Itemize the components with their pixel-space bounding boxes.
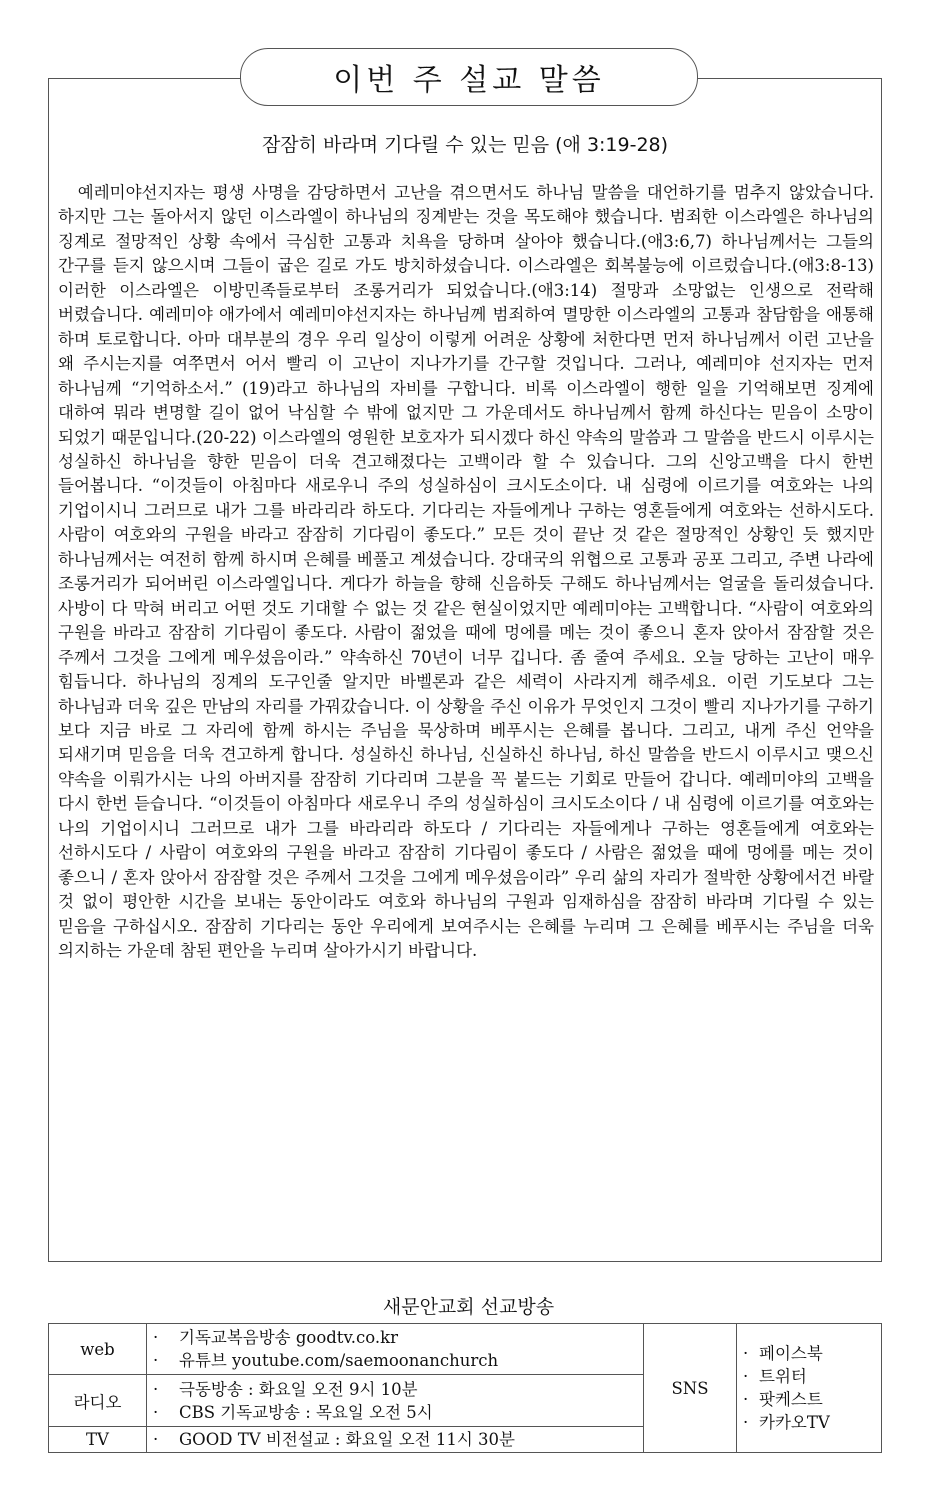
bullet-icon: ·: [743, 1344, 749, 1363]
list-item: [153, 1378, 637, 1401]
bullet-icon: ·: [153, 1429, 159, 1449]
sns-item-text: 트위터: [759, 1367, 807, 1386]
list-item-text: 유튜브 youtube.com/saemoonanchurch: [179, 1351, 499, 1371]
bullet-icon: ·: [153, 1379, 159, 1399]
list-item: [153, 1401, 637, 1424]
section-title-text: 이번 주 설교 말씀: [333, 63, 605, 98]
row-items-radio: [147, 1375, 644, 1426]
bullet-icon: ·: [153, 1351, 159, 1371]
sns-item-text: 팟케스트: [759, 1390, 823, 1409]
list-item-text: 기독교복음방송 goodtv.co.kr: [179, 1328, 399, 1348]
sns-item-text: 페이스북: [759, 1344, 823, 1363]
bullet-icon: ·: [153, 1402, 159, 1422]
list-item-text: CBS 기독교방송 : 목요일 오전 5시: [179, 1402, 433, 1422]
bullet-icon: ·: [743, 1390, 749, 1409]
list-item: [153, 1349, 637, 1372]
row-label-tv: TV: [49, 1426, 147, 1452]
list-item-text: GOOD TV 비전설교 : 화요일 오전 11시 30분: [179, 1429, 515, 1449]
sns-item: [743, 1388, 875, 1411]
row-label-web: web: [49, 1324, 147, 1375]
bullet-icon: ·: [153, 1328, 159, 1348]
bullet-icon: ·: [743, 1413, 749, 1432]
broadcast-title: 새문안교회 선교방송: [382, 1296, 555, 1318]
row-items-web: [147, 1324, 644, 1375]
bullet-icon: ·: [743, 1367, 749, 1386]
row-label-radio: 라디오: [49, 1375, 147, 1426]
row-items-tv: [147, 1426, 644, 1452]
list-item-text: 극동방송 : 화요일 오전 9시 10분: [179, 1379, 418, 1399]
sns-label: SNS: [644, 1324, 737, 1453]
sns-list: [737, 1324, 882, 1453]
section-title: [240, 48, 698, 106]
sns-item-text: 카카오TV: [759, 1413, 830, 1432]
list-item: [153, 1428, 637, 1451]
broadcast-table: [48, 1323, 882, 1453]
sns-item: [743, 1365, 875, 1388]
sermon-title: 잠잠히 바라며 기다릴 수 있는 믿음 (애 3:19-28): [261, 134, 669, 156]
sns-item: [743, 1342, 875, 1365]
broadcast-row-web: [49, 1324, 882, 1375]
list-item: [153, 1326, 637, 1349]
sns-item: [743, 1411, 875, 1434]
sermon-body: 예레미야선지자는 평생 사명을 감당하면서 고난을 겪으면서도 하나님 말씀을 대언하기를 멈추지 않았습니다. 하지만 그는 돌아서지 않던 이스라엘이 하나님의 징계받는 것을 목도해야 했습니다. 범죄한 이스라엘은 하나님의 징계로 절망적인 상황 속에서 극심한 고통과 치욕을 당하며 살아야 했습니다.(애3:6,7) 하나님께서는 그들의 간구를 듣지 않으시며 그들이 굽은 길로 가도 방치하셨습니다. 이스라엘은 회복불능에 이르렀습니다.(애3:8-13) 이러한 이스라엘은 이방민족들로부터 조롱거리가 되었습니다.(애3:14) 절망과 소망없는 인생으로 전락해 버렸습니다. 예레미야 애가에서 예레미야선지자는 하나님께 범죄하여 멸망한 이스라엘의 고통과 참담함을 애통해 하며 토로합니다. 아마 대부분의 경우 우리 일상이 이렇게 어려운 상황에 처한다면 먼저 하나님께서 이런 고난을 왜 주시는지를 여쭈면서 어서 빨리 이 고난이 지나가기를 간구할 것입니다. 그러나, 예레미야 선지자는 먼저 하나님께 “기억하소서.” (19)라고 하나님의 자비를 구합니다. 비록 이스라엘이 행한 일을 기억해보면 징계에 대하여 뭐라 변명할 길이 없어 낙심할 수 밖에 없지만 그 가운데서도 하나님께서 함께 하신다는 믿음이 소망이 되었기 때문입니다.(20-22) 이스라엘의 영원한 보호자가 되시겠다 하신 약속의 말씀과 그 말씀을 반드시 이루시는 성실하신 하나님을 향한 믿음이 더욱 견고해졌다는 고백이라 할 수 있습니다. 그의 신앙고백을 다시 한번 들어봅니다. “이것들이 아침마다 새로우니 주의 성실하심이 크시도소이다. 내 심령에 이르기를 여호와는 나의 기업이시니 그러므로 내가 그를 바라리라 하도다. 기다리는 자들에게나 구하는 영혼들에게 여호와는 선하시도다. 사람이 여호와의 구원을 바라고 잠잠히 기다림이 좋도다.” 모든 것이 끝난 것 같은 절망적인 상황인 듯 했지만 하나님께서는 여전히 함께 하시며 은혜를 베풀고 계셨습니다. 강대국의 위협으로 고통과 공포 그리고, 주변 나라에 조롱거리가 되어버린 이스라엘입니다. 게다가 하늘을 향해 신음하듯 구해도 하나님께서는 얼굴을 돌리셨습니다. 사방이 다 막혀 버리고 어떤 것도 기대할 수 없는 것 같은 현실이었지만 예레미야는 고백합니다. “사람이 여호와의 구원을 바라고 잠잠히 기다림이 좋도다. 사람이 젊었을 때에 멍에를 메는 것이 좋으니 혼자 앉아서 잠잠할 것은 주께서 그것을 그에게 메우셨음이라.” 약속하신 70년이 너무 깁니다. 좀 줄여 주세요. 오늘 당하는 고난이 매우 힘듭니다. 하나님의 징계의 도구인줄 알지만 바벨론과 같은 세력이 사라지게 해주세요. 이런 기도보다 그는 하나님과 더욱 깊은 만남의 자리를 가꿔갔습니다. 이 상황을 주신 이유가 무엇인지 그것이 빨리 지나가기를 구하기 보다 지금 바로 그 자리에 함께 하시는 주님을 묵상하며 베푸시는 은혜를 봅니다. 그리고, 내게 주신 언약을 되새기며 믿음을 더욱 견고하게 합니다. 성실하신 하나님, 신실하신 하나님, 하신 말씀을 반드시 이루시고 맺으신 약속을 이뤄가시는 나의 아버지를 잠잠히 기다리며 그분을 꼭 붙드는 기회로 만들어 갑니다. 예레미야의 고백을 다시 한번 듣습니다. “이것들이 아침마다 새로우니 주의 성실하심이 크시도소이다 / 내 심령에 이르기를 여호와는 나의 기업이시니 그러므로 내가 그를 바라리라 하도다 / 기다리는 자들에게나 구하는 영혼들에게 여호와는 선하시도다 / 사람이 여호와의 구원을 바라고 잠잠히 기다림이 좋도다 / 사람은 젊었을 때에 멍에를 메는 것이 좋으니 / 혼자 앉아서 잠잠할 것은 주께서 그것을 그에게 메우셨음이라” 우리 삶의 자리가 절박한 상황에서건 바랄 것 없이 평안한 시간을 보내는 동안이라도 여호와 하나님의 구원과 임재하심을 잠잠히 바라며 기다릴 수 있는 믿음을 구하십시오. 잠잠히 기다리는 동안 우리에게 보여주시는 은혜를 누리며 그 은혜를 베푸시는 주님을 더욱 의지하는 가운데 참된 편안을 누리며 살아가시기 바랍니다.: [58, 183, 874, 961]
